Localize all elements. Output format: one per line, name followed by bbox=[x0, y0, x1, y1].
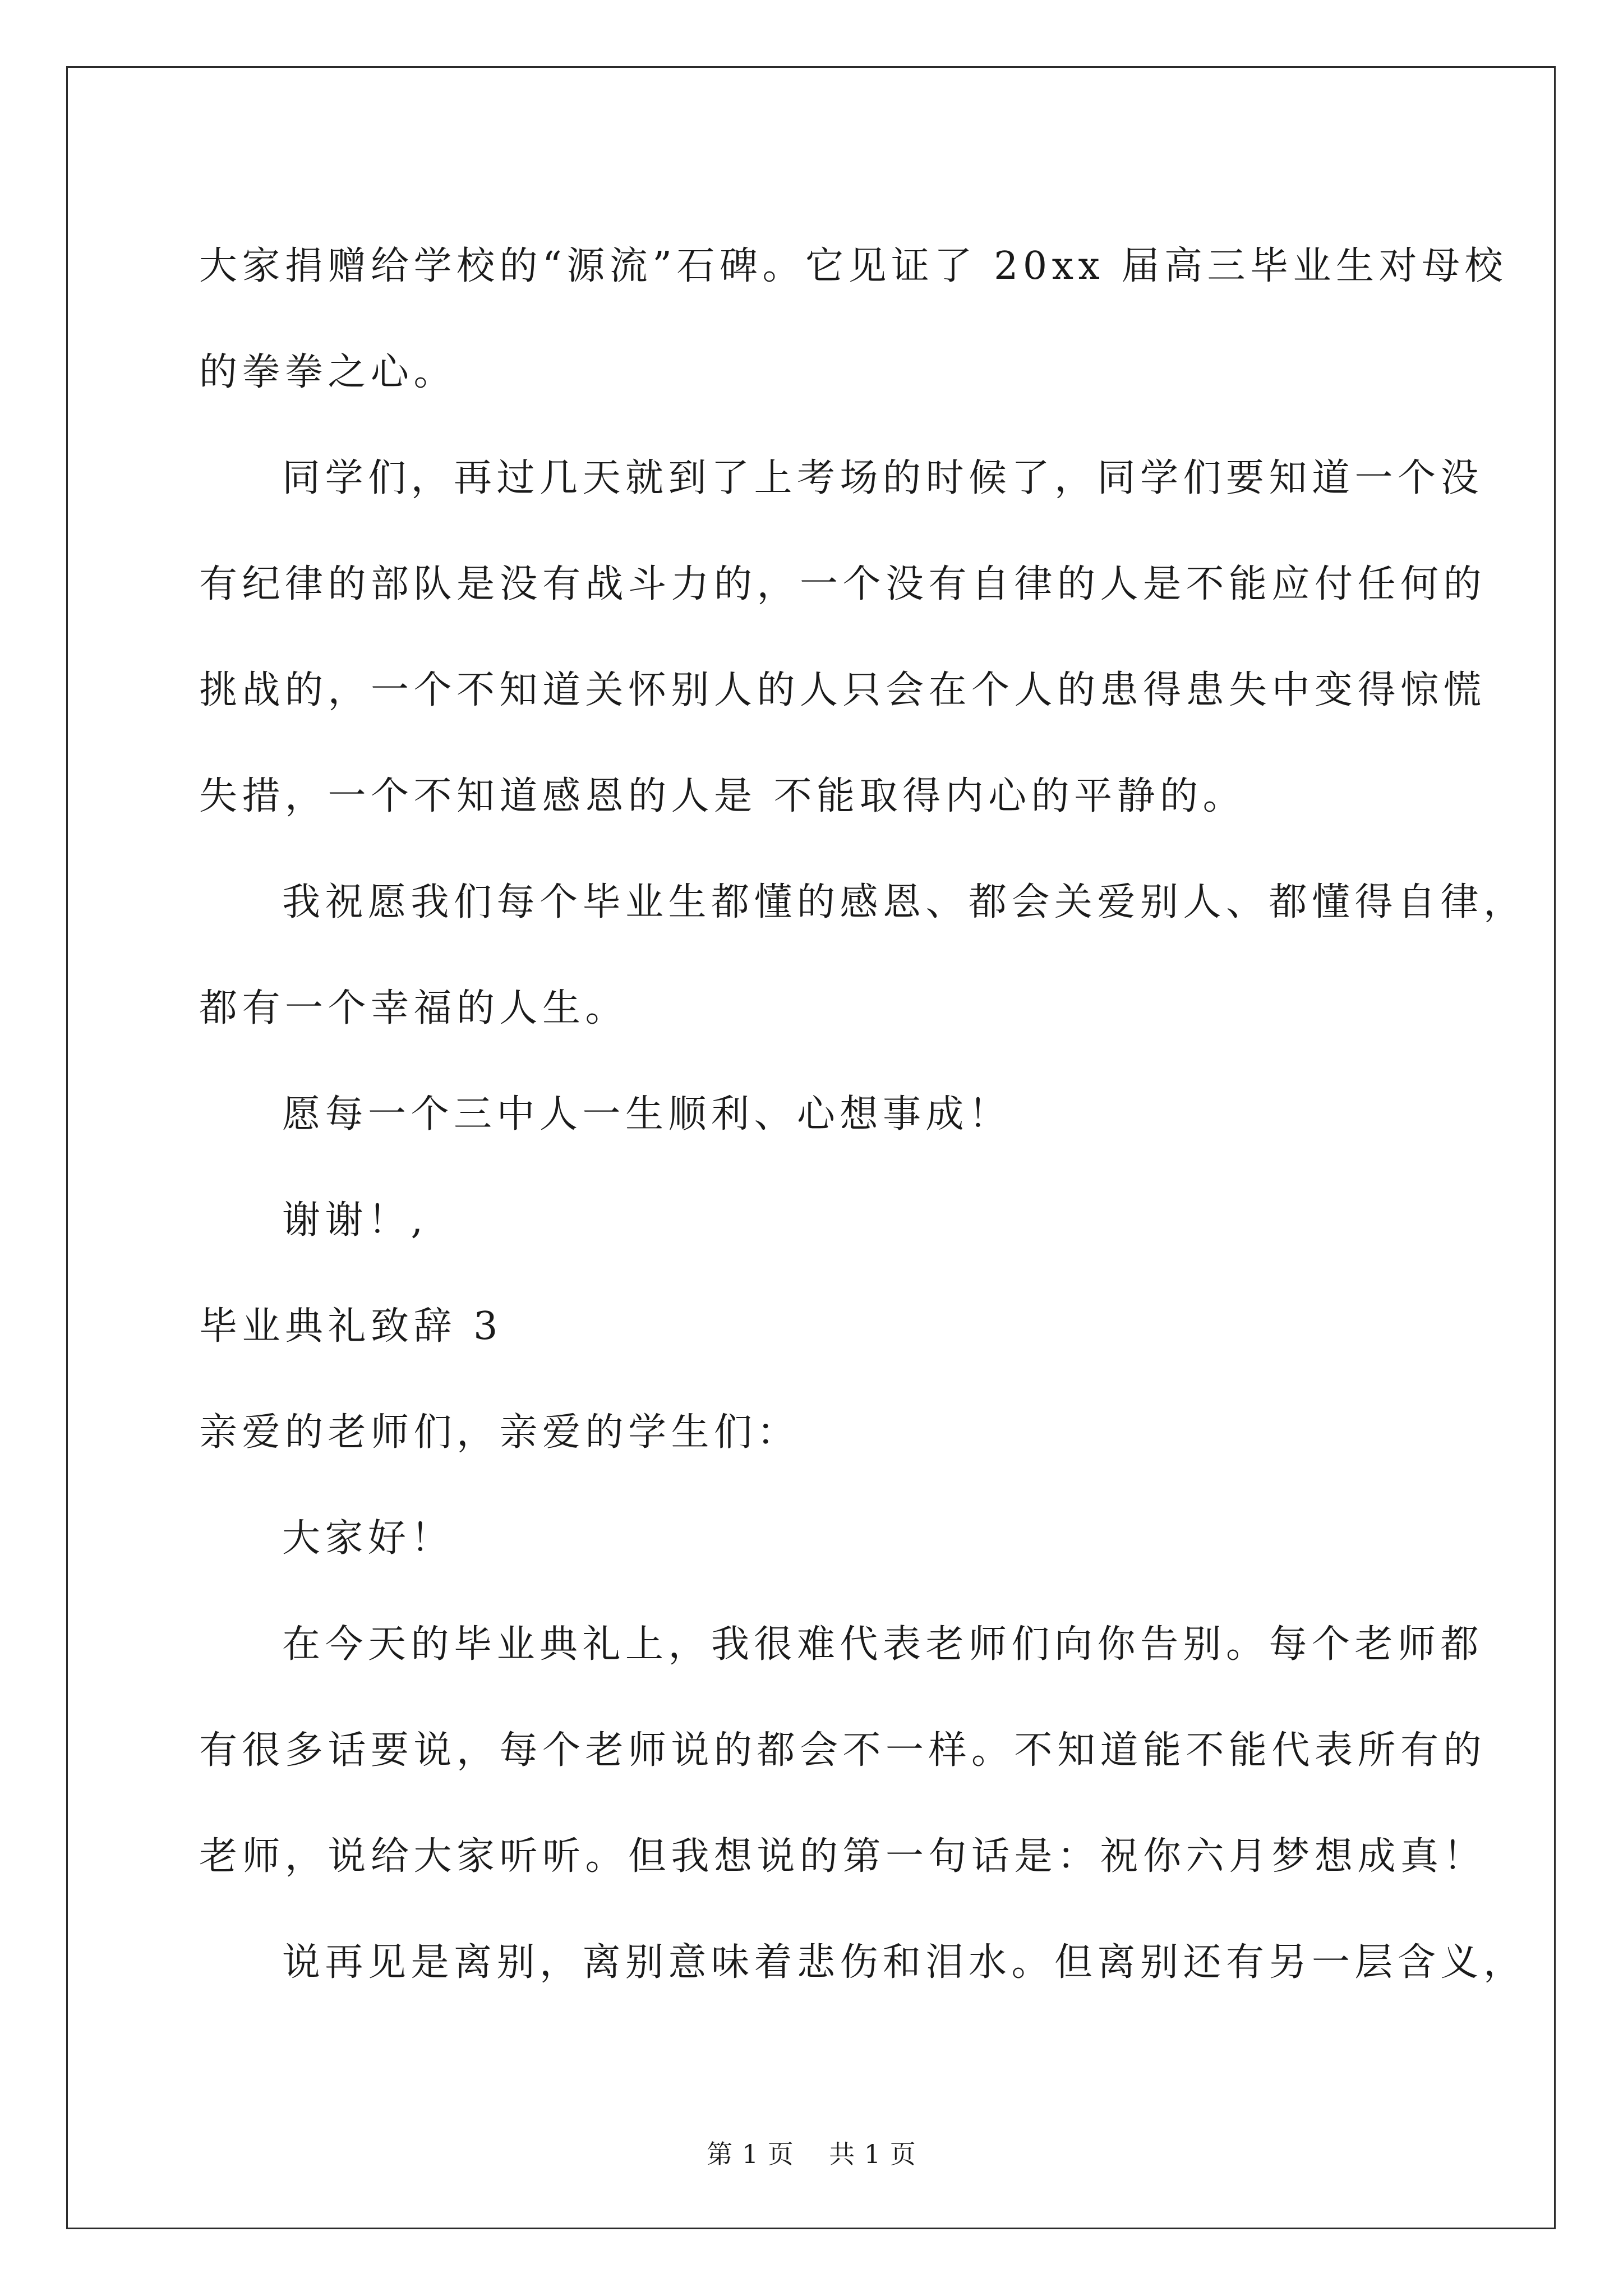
text-line-7: 我祝愿我们每个毕业生都懂的感恩、都会关爱别人、都懂得自律， bbox=[282, 880, 1527, 924]
document-body bbox=[199, 213, 1527, 2016]
section-heading: 毕业典礼致辞 3 bbox=[199, 1304, 502, 1349]
text-line-15: 有很多话要说，每个老师说的都会不一样。不知道能不能代表所有的 bbox=[199, 1728, 1487, 1773]
text-line-8: 都有一个幸福的人生。 bbox=[199, 986, 629, 1030]
text-line-5: 挑战的，一个不知道关怀别人的人只会在个人的患得患失中变得惊慌 bbox=[199, 668, 1487, 712]
text-line-14: 在今天的毕业典礼上，我很难代表老师们向你告别。每个老师都 bbox=[282, 1622, 1484, 1667]
text-line-2: 的拳拳之心。 bbox=[199, 350, 457, 394]
text-line-6: 失措，一个不知道感恩的人是 不能取得内心的平静的。 bbox=[199, 774, 1246, 818]
text-line-16: 老师，说给大家听听。但我想说的第一句话是：祝你六月梦想成真！ bbox=[199, 1834, 1487, 1879]
salutation: 亲爱的老师们，亲爱的学生们： bbox=[199, 1410, 800, 1455]
text-line-1: 大家捐赠给学校的“源流”石碑。它见证了 20xx 届高三毕业生对母校 bbox=[199, 244, 1507, 288]
greeting: 大家好！ bbox=[282, 1516, 454, 1561]
page-number-footer: 第 1 页 共 1 页 bbox=[707, 2139, 916, 2169]
text-line-9: 愿每一个三中人一生顺利、心想事成！ bbox=[282, 1092, 1012, 1137]
text-line-10: 谢谢！, bbox=[282, 1198, 428, 1243]
text-line-4: 有纪律的部队是没有战斗力的，一个没有自律的人是不能应付任何的 bbox=[199, 562, 1487, 606]
text-line-3: 同学们，再过几天就到了上考场的时候了，同学们要知道一个没 bbox=[282, 456, 1484, 500]
text-line-17: 说再见是离别，离别意味着悲伤和泪水。但离别还有另一层含义， bbox=[282, 1940, 1527, 1985]
